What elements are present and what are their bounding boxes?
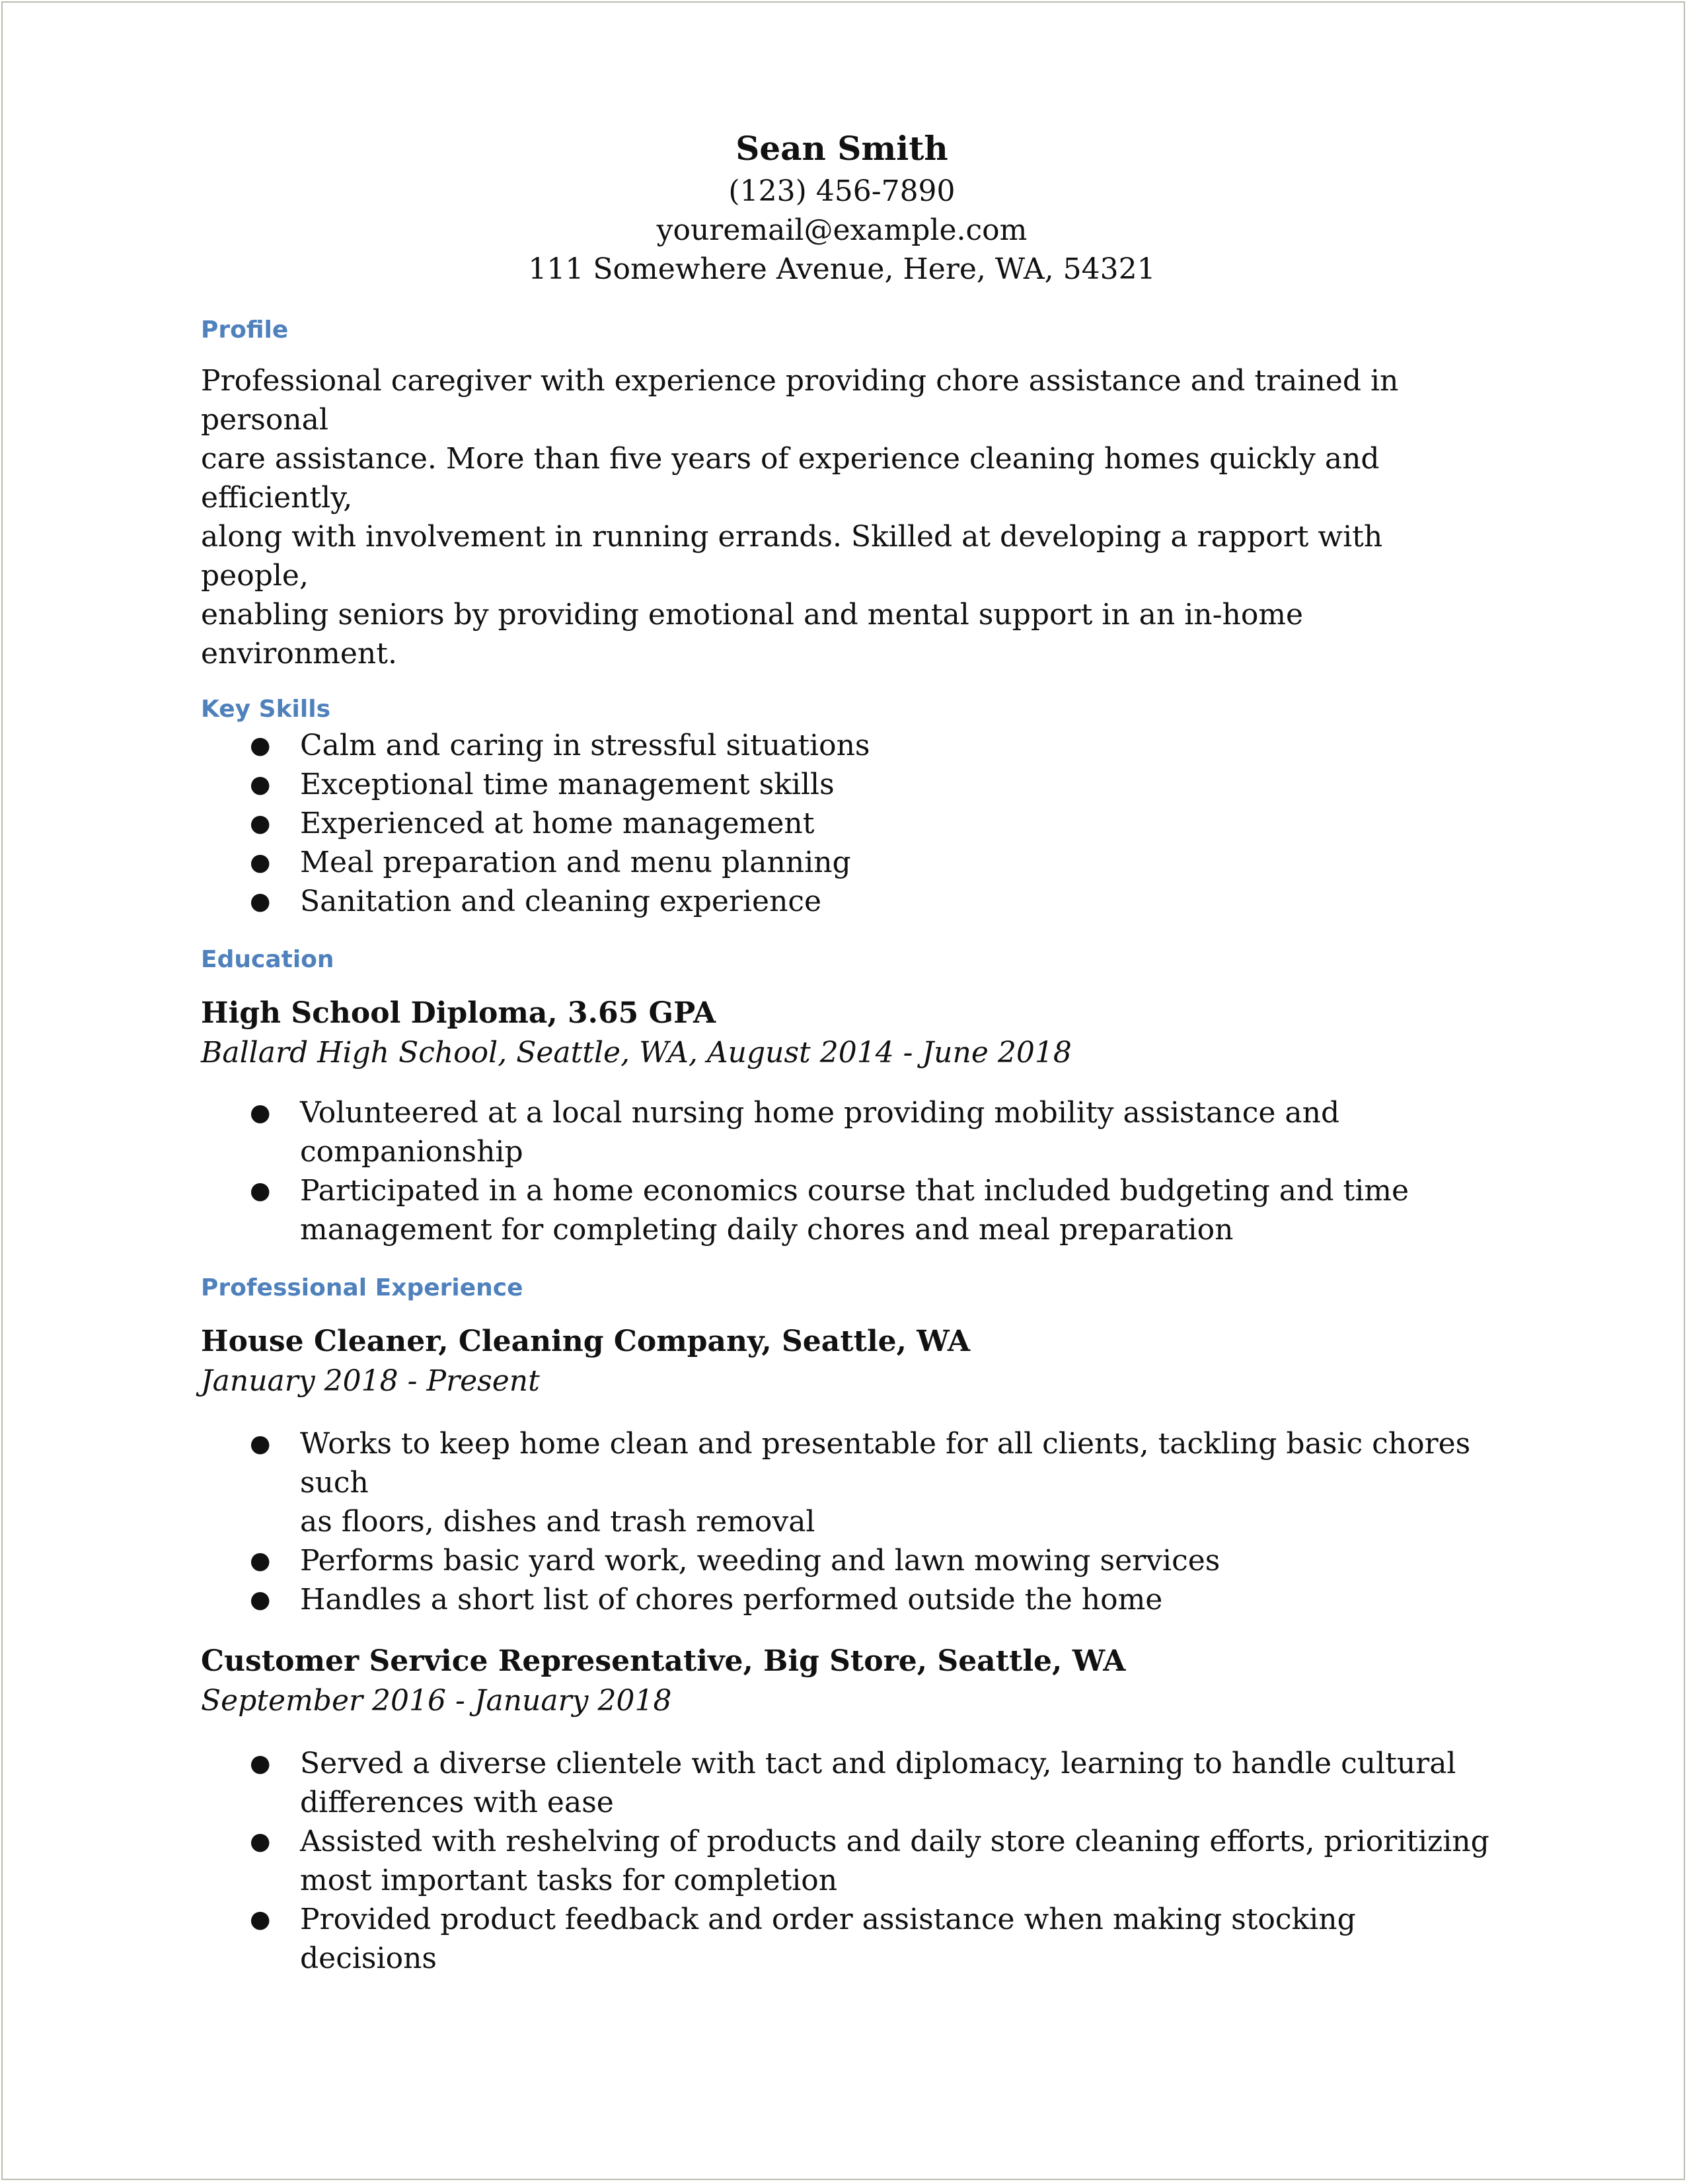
resume-page bbox=[201, 126, 1496, 1978]
candidate-name: Sean Smith bbox=[735, 129, 948, 168]
profile-heading: Profile bbox=[201, 316, 289, 344]
list-item: ● Works to keep home clean and presentable for all clients, tackling basic chores such as floors, dishes and trash removal bbox=[201, 1424, 1496, 1541]
list-item: ● Calm and caring in stressful situations bbox=[201, 726, 1496, 765]
list-item: ● Assisted with reshelving of products and daily store cleaning efforts, prioritizing most important tasks for completion bbox=[201, 1822, 1496, 1900]
bullet-icon: ● bbox=[250, 1177, 271, 1204]
bullet-icon: ● bbox=[250, 1547, 271, 1574]
profile-summary bbox=[201, 361, 1496, 673]
list-item: ● Participated in a home economics course that included budgeting and time management for completing daily chores and meal preparation bbox=[201, 1171, 1496, 1249]
degree-title: High School Diploma, 3.65 GPA bbox=[201, 996, 716, 1030]
bullet-icon: ● bbox=[250, 771, 271, 798]
bullet-icon: ● bbox=[250, 1099, 271, 1126]
list-item: ● Handles a short list of chores performed outside the home bbox=[201, 1580, 1496, 1619]
job-title: House Cleaner, Cleaning Company, Seattle, WA bbox=[201, 1325, 971, 1358]
street-address: 111 Somewhere Avenue, Here, WA, 54321 bbox=[528, 252, 1156, 286]
list-item: ● Experienced at home management bbox=[201, 804, 1496, 843]
experience-heading: Professional Experience bbox=[201, 1274, 523, 1301]
bullet-icon: ● bbox=[250, 1750, 271, 1777]
skills-list bbox=[201, 726, 1496, 921]
education-heading: Education bbox=[201, 946, 334, 973]
profile-line: Professional caregiver with experience providing chore assistance and trained in personal bbox=[201, 364, 1399, 437]
bullet-icon: ● bbox=[250, 1430, 271, 1457]
education-list bbox=[201, 1093, 1496, 1249]
skills-heading: Key Skills bbox=[201, 696, 330, 723]
bullet-icon: ● bbox=[250, 1906, 271, 1933]
list-item: ● Meal preparation and menu planning bbox=[201, 843, 1496, 882]
list-item: ● Sanitation and cleaning experience bbox=[201, 882, 1496, 921]
list-item: ● Exceptional time management skills bbox=[201, 765, 1496, 804]
resume-header bbox=[188, 126, 1496, 289]
profile-line: care assistance. More than five years of experience cleaning homes quickly and efficiently, bbox=[201, 442, 1380, 515]
list-item: ● Provided product feedback and order assistance when making stocking decisions bbox=[201, 1900, 1496, 1978]
job-title: Customer Service Representative, Big Store, Seattle, WA bbox=[201, 1644, 1126, 1678]
profile-line: enabling seniors by providing emotional and mental support in an in-home environment. bbox=[201, 598, 1304, 671]
phone-number: (123) 456-7890 bbox=[728, 174, 956, 208]
job-duties-list bbox=[201, 1424, 1496, 1619]
bullet-icon: ● bbox=[250, 849, 271, 876]
job-duties-list bbox=[201, 1744, 1496, 1978]
school-details: Ballard High School, Seattle, WA, August 2014 - June 2018 bbox=[201, 1036, 1072, 1070]
list-item: ● Performs basic yard work, weeding and lawn mowing services bbox=[201, 1541, 1496, 1580]
list-item: ● Volunteered at a local nursing home providing mobility assistance and companionship bbox=[201, 1093, 1496, 1171]
job-dates: September 2016 - January 2018 bbox=[201, 1684, 672, 1718]
bullet-icon: ● bbox=[250, 1828, 271, 1855]
job-dates: January 2018 - Present bbox=[201, 1364, 540, 1398]
bullet-icon: ● bbox=[250, 810, 271, 837]
profile-line: along with involvement in running errands. Skilled at developing a rapport with people, bbox=[201, 520, 1383, 593]
bullet-icon: ● bbox=[250, 888, 271, 915]
list-item: ● Served a diverse clientele with tact and diplomacy, learning to handle cultural differences with ease bbox=[201, 1744, 1496, 1822]
bullet-icon: ● bbox=[250, 1586, 271, 1613]
bullet-icon: ● bbox=[250, 732, 271, 759]
email-address: youremail@example.com bbox=[656, 213, 1028, 247]
